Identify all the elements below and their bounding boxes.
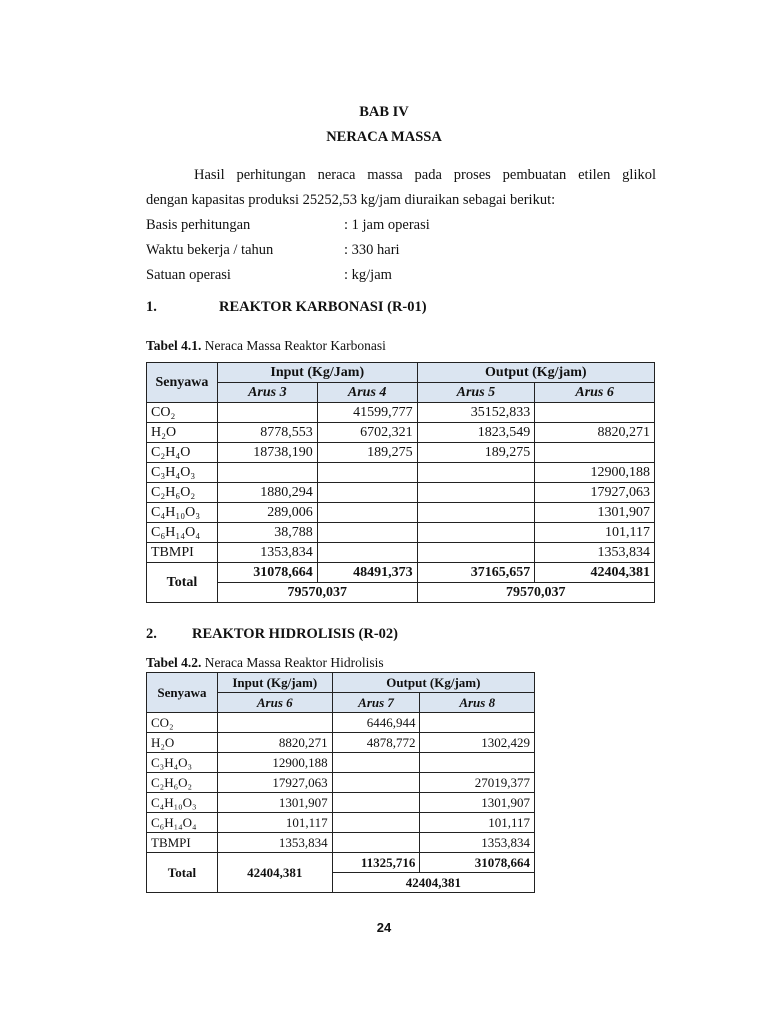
basis-value: : 1 jam operasi	[344, 217, 430, 233]
table-1-caption-text: Neraca Massa Reaktor Karbonasi	[201, 338, 386, 353]
table-1-value-cell: 189,275	[417, 443, 535, 463]
table-1-total-cell: 31078,664	[217, 563, 317, 583]
section-1-title: REAKTOR KARBONASI (R-01)	[219, 299, 427, 315]
table-1	[146, 362, 655, 603]
table-1-value-cell: 1301,907	[535, 503, 655, 523]
table-1-value-cell: 17927,063	[535, 483, 655, 503]
table-2-compound-cell: C₆H₁₄O₄	[147, 813, 218, 833]
table-1-value-cell	[317, 463, 417, 483]
table-1-value-cell: 1823,549	[417, 423, 535, 443]
section-2-title: REAKTOR HIDROLISIS (R-02)	[192, 626, 398, 642]
table-1-row	[147, 463, 655, 483]
table-1-value-cell: 18738,190	[217, 443, 317, 463]
table-2-value-cell: 27019,377	[420, 773, 535, 793]
table-2-caption	[146, 655, 384, 671]
table-2-row	[147, 833, 535, 853]
table-2-value-cell: 1353,834	[217, 833, 332, 853]
chapter-heading: BAB IV	[359, 104, 409, 120]
table-1-row	[147, 503, 655, 523]
table-1-value-cell	[417, 503, 535, 523]
table-1-input-header: Input (Kg/Jam)	[217, 363, 417, 383]
intro-paragraph-line-2: dengan kapasitas produksi 25252,53 kg/jam diuraikan sebagai berikut:	[146, 192, 556, 208]
table-2-compound-cell: CO₂	[147, 713, 218, 733]
table-1-stream-header: Arus 3	[217, 383, 317, 403]
table-1-value-cell: 101,117	[535, 523, 655, 543]
table-2-row	[147, 713, 535, 733]
table-2-output-header: Output (Kg/jam)	[332, 673, 534, 693]
table-2-value-cell: 6446,944	[332, 713, 420, 733]
table-1-row	[147, 423, 655, 443]
table-2-caption-label: Tabel 4.2.	[146, 655, 202, 670]
table-2-value-cell	[332, 753, 420, 773]
table-1-value-cell: 1353,834	[535, 543, 655, 563]
table-2-compound-cell: C₄H₁₀O₃	[147, 793, 218, 813]
chapter-title: NERACA MASSA	[326, 129, 442, 145]
table-2-compound-cell: TBMPI	[147, 833, 218, 853]
table-2-compound-cell: C₃H₄O₃	[147, 753, 218, 773]
table-1-value-cell	[217, 403, 317, 423]
table-1-value-cell: 1353,834	[217, 543, 317, 563]
table-1-value-cell: 35152,833	[417, 403, 535, 423]
table-1-value-cell: 289,006	[217, 503, 317, 523]
table-1-compound-cell: TBMPI	[147, 543, 218, 563]
table-2-value-cell	[332, 773, 420, 793]
table-1-stream-header: Arus 5	[417, 383, 535, 403]
table-1-stream-header: Arus 4	[317, 383, 417, 403]
table-2-output-total-cell: 31078,664	[420, 853, 535, 873]
table-1-output-header: Output (Kg/jam)	[417, 363, 654, 383]
table-2-value-cell: 1301,907	[217, 793, 332, 813]
section-1-number: 1.	[146, 299, 157, 315]
table-1-compound-cell: C₂H₆O₂	[147, 483, 218, 503]
table-2-compound-cell: C₂H₆O₂	[147, 773, 218, 793]
table-1-value-cell: 6702,321	[317, 423, 417, 443]
table-2-row	[147, 753, 535, 773]
table-1-row	[147, 543, 655, 563]
unit-label: Satuan operasi	[146, 267, 231, 283]
work-time-label: Waktu bekerja / tahun	[146, 242, 274, 258]
table-1-total-label: Total	[147, 563, 218, 603]
table-1-compound-cell: C₂H₄O	[147, 443, 218, 463]
table-1-row	[147, 403, 655, 423]
table-2-value-cell: 1302,429	[420, 733, 535, 753]
table-1-value-cell	[217, 463, 317, 483]
page-number: 24	[376, 920, 392, 935]
table-2-stream-header: Arus 6	[217, 693, 332, 713]
table-1-value-cell	[317, 543, 417, 563]
table-2-value-cell: 4878,772	[332, 733, 420, 753]
table-1-caption	[146, 338, 386, 354]
table-2-senyawa-header: Senyawa	[147, 673, 218, 713]
table-1-value-cell	[317, 503, 417, 523]
table-1-compound-cell: C₃H₄O₃	[147, 463, 218, 483]
table-1-value-cell: 41599,777	[317, 403, 417, 423]
table-1-value-cell	[535, 443, 655, 463]
table-2-value-cell	[332, 833, 420, 853]
table-2-row	[147, 773, 535, 793]
table-1-compound-cell: H₂O	[147, 423, 218, 443]
unit-value: : kg/jam	[344, 267, 392, 283]
table-1-stream-header: Arus 6	[535, 383, 655, 403]
table-1-value-cell: 1880,294	[217, 483, 317, 503]
table-1-row	[147, 443, 655, 463]
table-1-compound-cell: C₆H₁₄O₄	[147, 523, 218, 543]
table-1-value-cell	[417, 543, 535, 563]
table-1-output-grand-total: 79570,037	[417, 583, 654, 603]
table-1-senyawa-header: Senyawa	[147, 363, 218, 403]
table-2-input-total: 42404,381	[217, 853, 332, 893]
basis-label: Basis perhitungan	[146, 217, 251, 233]
table-1-value-cell	[417, 463, 535, 483]
table-2-stream-header: Arus 7	[332, 693, 420, 713]
table-2-output-grand-total: 42404,381	[332, 873, 534, 893]
table-2-output-total-cell: 11325,716	[332, 853, 420, 873]
intro-text-1: Hasil perhitungan neraca massa pada proses pembuatan etilen glikol	[194, 167, 656, 183]
table-2-value-cell: 101,117	[217, 813, 332, 833]
table-1-value-cell: 189,275	[317, 443, 417, 463]
table-2-value-cell	[420, 713, 535, 733]
table-1-value-cell: 12900,188	[535, 463, 655, 483]
table-2-value-cell	[332, 793, 420, 813]
intro-paragraph-line-1	[146, 167, 656, 184]
table-2-value-cell: 8820,271	[217, 733, 332, 753]
table-1-caption-label: Tabel 4.1.	[146, 338, 202, 353]
table-2-value-cell	[420, 753, 535, 773]
table-2-row	[147, 733, 535, 753]
section-2-number: 2.	[146, 626, 157, 642]
table-2-value-cell	[332, 813, 420, 833]
table-2-row	[147, 793, 535, 813]
table-1-value-cell	[317, 483, 417, 503]
table-2-compound-cell: H₂O	[147, 733, 218, 753]
table-2-value-cell: 101,117	[420, 813, 535, 833]
table-1-total-cell: 42404,381	[535, 563, 655, 583]
table-2-value-cell	[217, 713, 332, 733]
table-1-value-cell: 8778,553	[217, 423, 317, 443]
table-1-value-cell	[317, 523, 417, 543]
table-1-input-grand-total: 79570,037	[217, 583, 417, 603]
table-2-row	[147, 813, 535, 833]
table-1-row	[147, 523, 655, 543]
table-2-input-header: Input (Kg/jam)	[217, 673, 332, 693]
table-1-compound-cell: C₄H₁₀O₃	[147, 503, 218, 523]
table-1-total-cell: 48491,373	[317, 563, 417, 583]
table-2-caption-text: Neraca Massa Reaktor Hidrolisis	[201, 655, 384, 670]
table-1-compound-cell: CO₂	[147, 403, 218, 423]
work-time-value: : 330 hari	[344, 242, 400, 258]
table-2	[146, 672, 535, 893]
table-2-value-cell: 17927,063	[217, 773, 332, 793]
table-1-row	[147, 483, 655, 503]
table-1-value-cell: 8820,271	[535, 423, 655, 443]
table-2-stream-header: Arus 8	[420, 693, 535, 713]
table-1-value-cell	[417, 523, 535, 543]
table-1-value-cell	[535, 403, 655, 423]
table-1-value-cell: 38,788	[217, 523, 317, 543]
table-2-value-cell: 1301,907	[420, 793, 535, 813]
table-1-total-cell: 37165,657	[417, 563, 535, 583]
table-2-total-label: Total	[147, 853, 218, 893]
table-1-value-cell	[417, 483, 535, 503]
table-2-value-cell: 1353,834	[420, 833, 535, 853]
table-2-value-cell: 12900,188	[217, 753, 332, 773]
